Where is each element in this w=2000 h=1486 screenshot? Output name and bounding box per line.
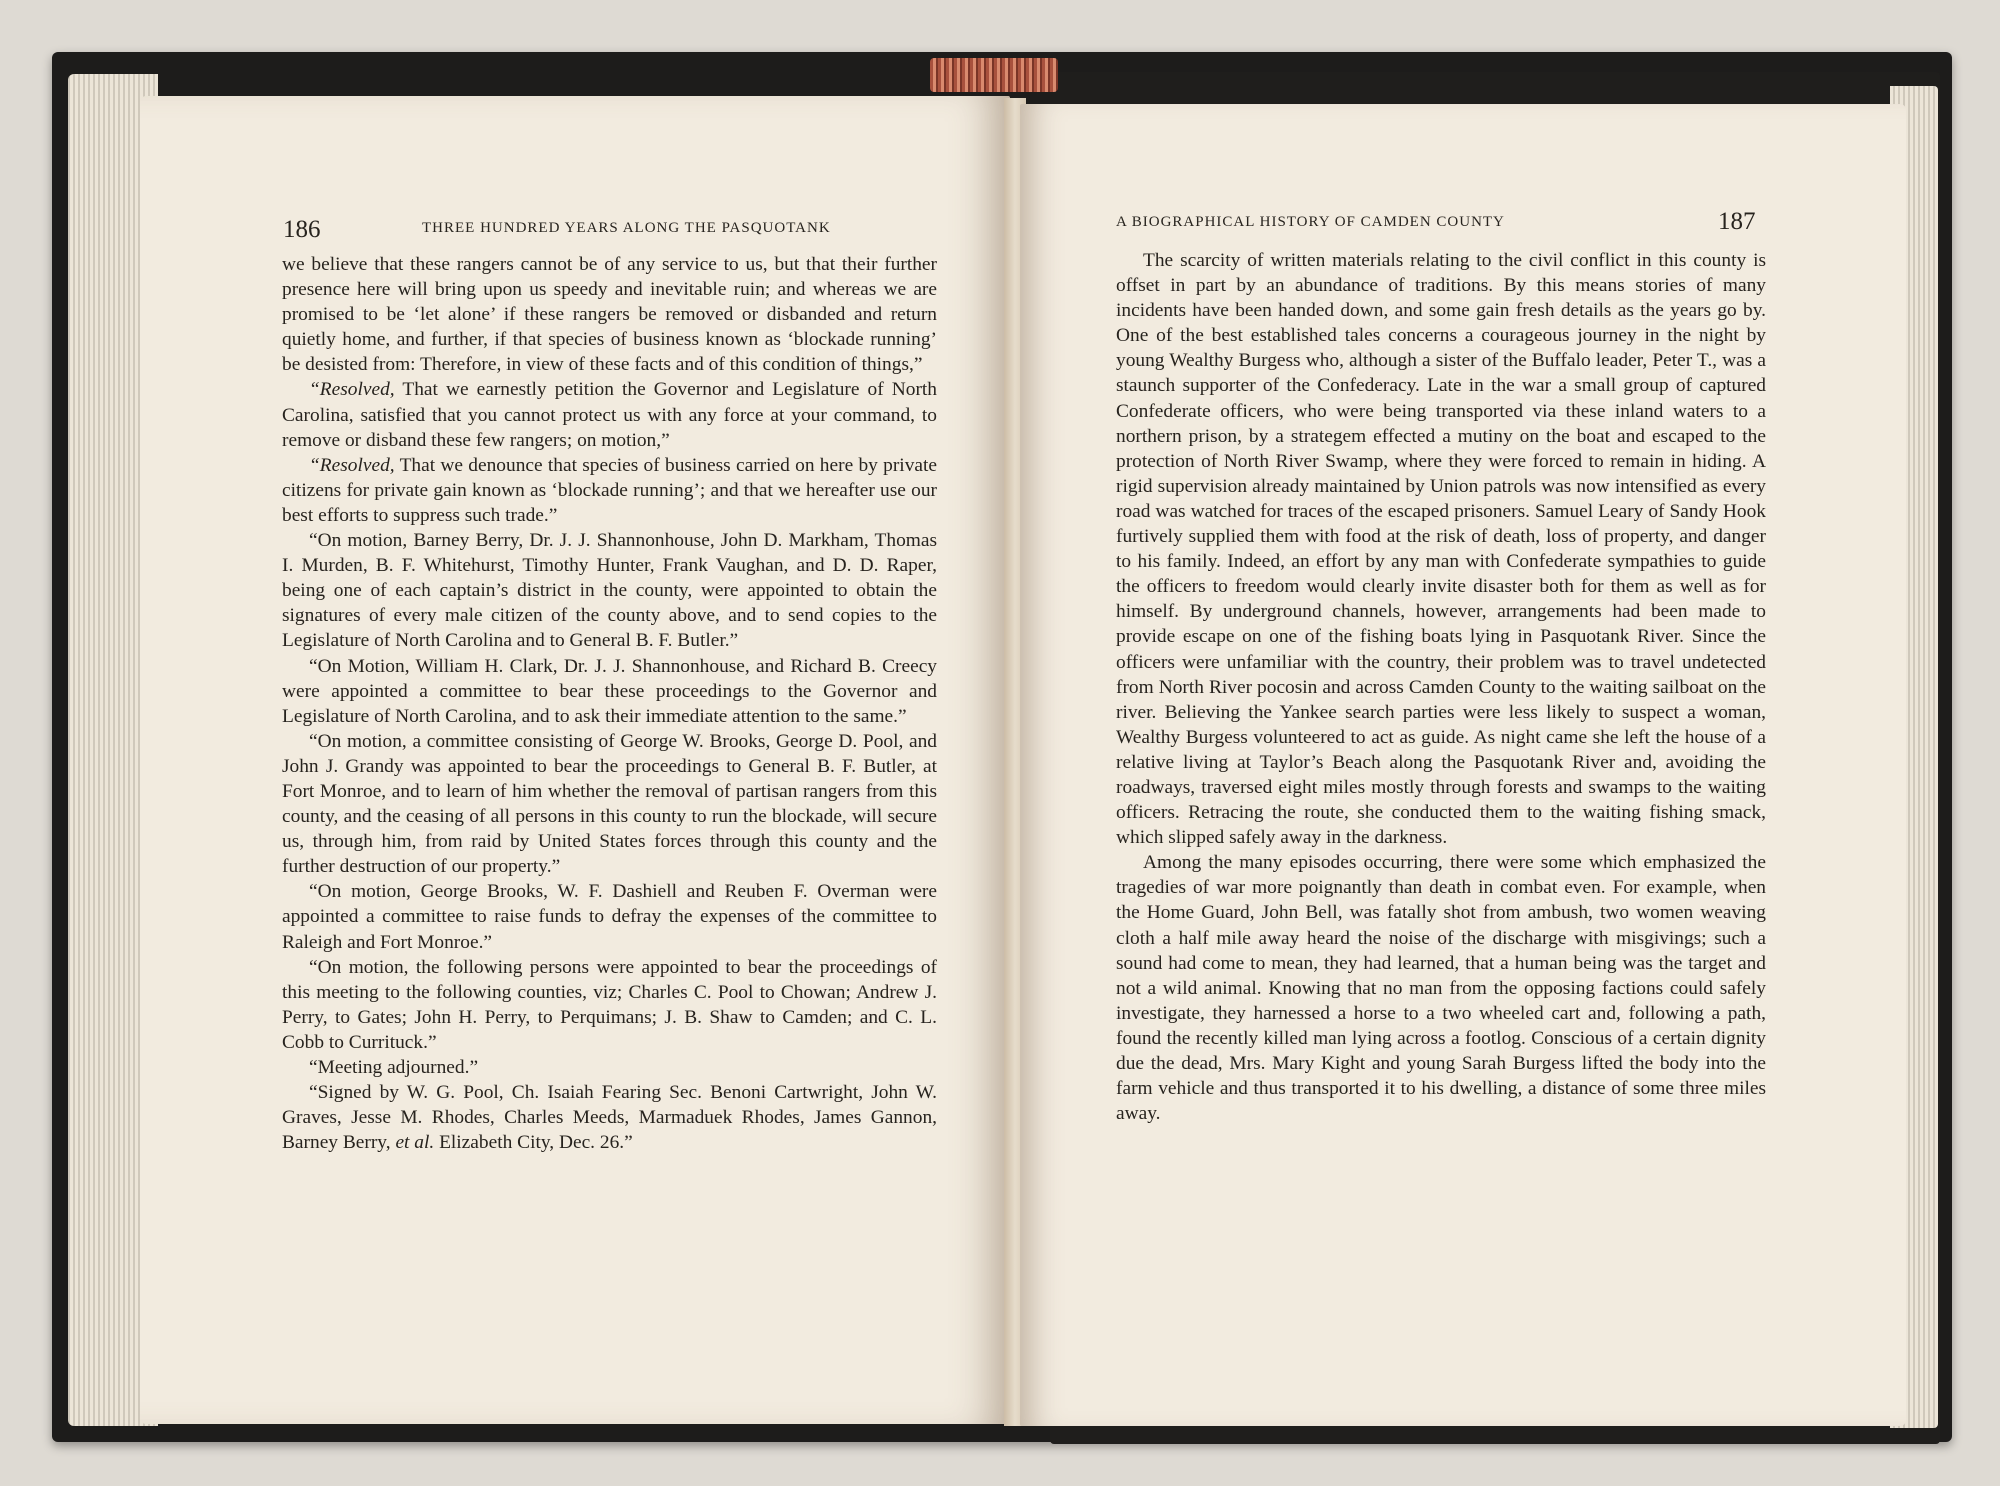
paragraph-text: That we earnestly petition the Governor and Legislature of North Carolina, satisfied that you cannot protect us with any force at your command, to remove or disband these few rangers; on motion,” [282, 379, 937, 451]
paragraph-text: Among the many episodes occurring, there were some which emphasized the tragedies of war more poignantly than death in combat even. For example, when the Home Guard, John Bell, was fatally shot from ambush, two women weaving cloth a half mile away heard the noise of the discharge with misgivings; such a sound had come to mean, they had learned, that a human being was the target and not a wild animal. Knowing that no man from the opposing factions could safely investigate, they harnessed a horse to a two wheeled cart and, following a path, found the recently killed man lying across a footlog. Conscious of a certain dignity due the dead, Mrs. Mary Kight and young Sarah Burgess lifted the body into the farm vehicle and thus transported it to his dwelling, a distance of some three miles away. [1116, 852, 1766, 1125]
italic-text: “Resolved, [309, 454, 395, 476]
running-head-right: A BIOGRAPHICAL HISTORY OF CAMDEN COUNTY [1116, 214, 1505, 230]
paragraph [282, 955, 937, 1055]
paragraph [282, 654, 937, 729]
right-page [1020, 104, 1906, 1426]
paragraph-text: “Signed by W. G. Pool, Ch. Isaiah Fearing Sec. Benoni Cartwright, John W. Graves, Jesse M. Rhodes, Charles Meeds, Marmaduek Rhodes, James Gannon, Barney Berry, [282, 1082, 937, 1154]
paragraph [282, 1055, 937, 1080]
paragraph-text: “On motion, George Brooks, W. F. Dashiell and Reuben F. Overman were appointed a committee to raise funds to defray the expenses of the committee to Raleigh and Fort Monroe.” [282, 881, 937, 953]
paragraph-text: we believe that these rangers cannot be of any service to us, but that their further presence here will bring upon us speedy and inevitable ruin; and whereas we are promised to be ‘let alone’ if these rangers be removed or disbanded and return quietly home, and further, if that species of business known as ‘blockade running’ be desisted from: Therefore, in view of these facts and of this condition of things,” [282, 254, 937, 376]
paragraph [282, 1080, 937, 1155]
paragraph-text: Elizabeth City, Dec. 26.” [434, 1132, 633, 1154]
paragraph-text: “On Motion, William H. Clark, Dr. J. J. Shannonhouse, and Richard B. Creecy were appointed a committee to bear these proceedings to the Governor and Legislature of North Carolina, and to ask their immediate attention to the same.” [282, 655, 937, 727]
paragraph [282, 377, 937, 452]
italic-text: et al. [395, 1132, 435, 1154]
left-page-body [282, 252, 937, 1155]
paragraph-text: That we denounce that species of business carried on here by private citizens for private gain known as ‘blockade running’; and that we hereafter use our best efforts to suppress such trade.” [282, 454, 937, 526]
paragraph-text: “Meeting adjourned.” [309, 1057, 479, 1078]
paragraph-text: The scarcity of written materials relating to the civil conflict in this county is offset in part by an abundance of traditions. By this means stories of many incidents have been handed down, and some gain fresh details as the years go by. One of the best established tales concerns a courageous journey in the night by young Wealthy Burgess who, although a sister of the Buffalo leader, Peter T., was a staunch supporter of the Confederacy. Late in the war a small group of captured Confederate officers, who were being transported via these inland waters to a northern prison, by a strategem effected a mutiny on the boat and escaped to the protection of North River Swamp, where they were forced to remain in hiding. A rigid supervision already maintained by Union patrols was now intensified as every road was watched for traces of the escaped prisoners. Samuel Leary of Sandy Hook furtively supplied them with food at the risk of death, loss of property, and danger to his family. Indeed, an effort by any man with Confederate sympathies to guide the officers to freedom would clearly invite disaster both for them as well as for himself. By underground channels, however, arrangements had been made to provide escape on one of the fishing boats lying in Pasquotank River. Since the officers were unfamiliar with the country, their problem was to travel undetected from North River pocosin and across Camden County to the waiting sailboat on the river. Believing the Yankee search parties were less likely to suspect a woman, Wealthy Burgess volunteered to act as guide. As night came she left the house of a relative living at Taylor’s Beach along the Pasquotank River and, avoiding the roadways, traversed eight miles mostly through forests and swamps to the waiting officers. Retracing the route, she conducted them to the waiting fishing smack, which slipped safely away in the darkness. [1116, 250, 1766, 849]
paragraph [282, 879, 937, 954]
paragraph [282, 528, 937, 653]
paragraph-text: “On motion, the following persons were appointed to bear the proceedings of this meeting to the following counties, viz; Charles C. Pool to Chowan; Andrew J. Perry, to Gates; John H. Perry, to Perquimans; J. B. Shaw to Camden; and C. L. Cobb to Currituck.” [282, 956, 937, 1053]
page-number-right: 187 [1718, 208, 1756, 235]
paragraph-text: “On motion, a committee consisting of George W. Brooks, George D. Pool, and John J. Grandy was appointed to bear the proceedings to General B. F. Butler, at Fort Monroe, and to learn of him whether the removal of partisan rangers from this county, and the ceasing of all persons in this county to run the blockade, will secure us, through him, from raid by United States forces through this county and the further destruction of our property.” [282, 730, 937, 878]
right-page-body [1116, 248, 1766, 1126]
italic-text: “Resolved, [309, 379, 395, 401]
paragraph [1116, 850, 1766, 1126]
paragraph [282, 453, 937, 528]
headband [930, 58, 1058, 92]
running-head-left: THREE HUNDRED YEARS ALONG THE PASQUOTANK [422, 220, 831, 236]
left-page [140, 96, 1010, 1424]
paragraph [282, 252, 937, 377]
page-number-left: 186 [283, 216, 321, 243]
paragraph [282, 729, 937, 880]
paragraph-text: “On motion, Barney Berry, Dr. J. J. Shannonhouse, John D. Markham, Thomas I. Murden, B. F. Whitehurst, Timothy Hunter, Frank Vaughan, and D. D. Raper, being one of each captain’s district in the county, were appointed to obtain the signatures of every male citizen of the county above, and to send copies to the Legislature of North Carolina and to General B. F. Butler.” [282, 530, 937, 652]
paragraph [1116, 248, 1766, 850]
